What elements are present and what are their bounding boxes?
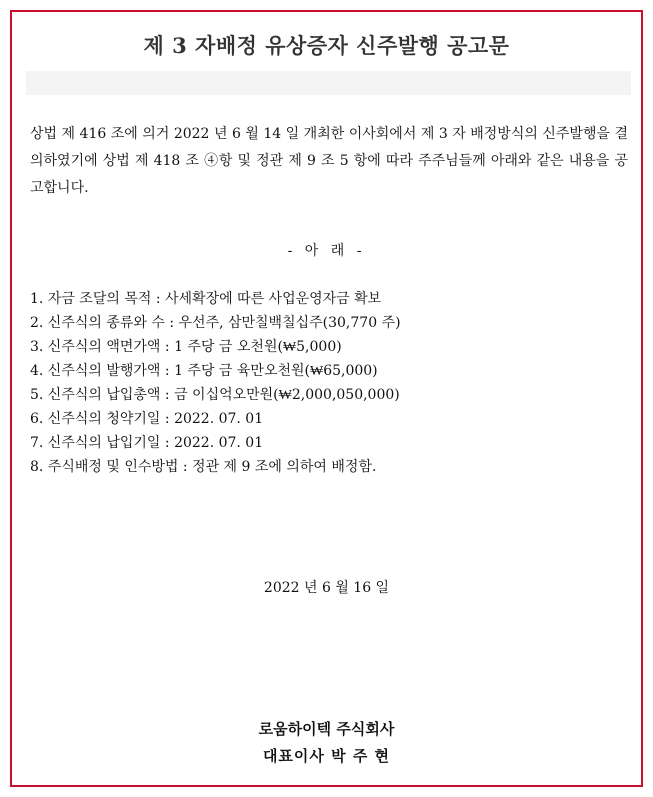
list-item: 4. 신주식의 발행가액 : 1 주당 금 육만오천원(₩65,000) — [30, 363, 378, 379]
section-heading: - 아 래 - — [287, 243, 366, 259]
list-item: 6. 신주식의 청약기일 : 2022. 07. 01 — [30, 411, 264, 427]
list-item: 1. 자금 조달의 목적 : 사세확장에 따른 사업운영자금 확보 — [30, 291, 382, 307]
list-item: 5. 신주식의 납입총액 : 금 이십억오만원(₩2,000,050,000) — [30, 387, 400, 403]
intro-paragraph: 상법 제 416 조에 의거 2022 년 6 월 14 일 개최한 이사회에서 제 3 자 배정방식의 신주발행을 결의하였기에 상법 제 418 조 ④항 및 정관 제 9 조 5 항에 따라 주주님들께 아래와 같은 내용을 공고합니다. — [30, 126, 628, 196]
title-underline-bar — [26, 71, 631, 95]
list-item: 3. 신주식의 액면가액 : 1 주당 금 오천원(₩5,000) — [30, 339, 342, 355]
announcement-date: 2022 년 6 월 16 일 — [263, 580, 390, 596]
list-item: 8. 주식배정 및 인수방법 : 정관 제 9 조에 의하여 배정함. — [30, 459, 377, 475]
company-name: 로움하이텍 주식회사 — [258, 720, 395, 738]
list-item: 2. 신주식의 종류와 수 : 우선주, 삼만칠백칠십주(30,770 주) — [30, 315, 401, 331]
list-item: 7. 신주식의 납입기일 : 2022. 07. 01 — [30, 435, 264, 451]
document-title: 제 3 자배정 유상증자 신주발행 공고문 — [143, 33, 510, 58]
item-list — [30, 287, 401, 479]
representative-name: 대표이사 박 주 현 — [262, 747, 391, 765]
